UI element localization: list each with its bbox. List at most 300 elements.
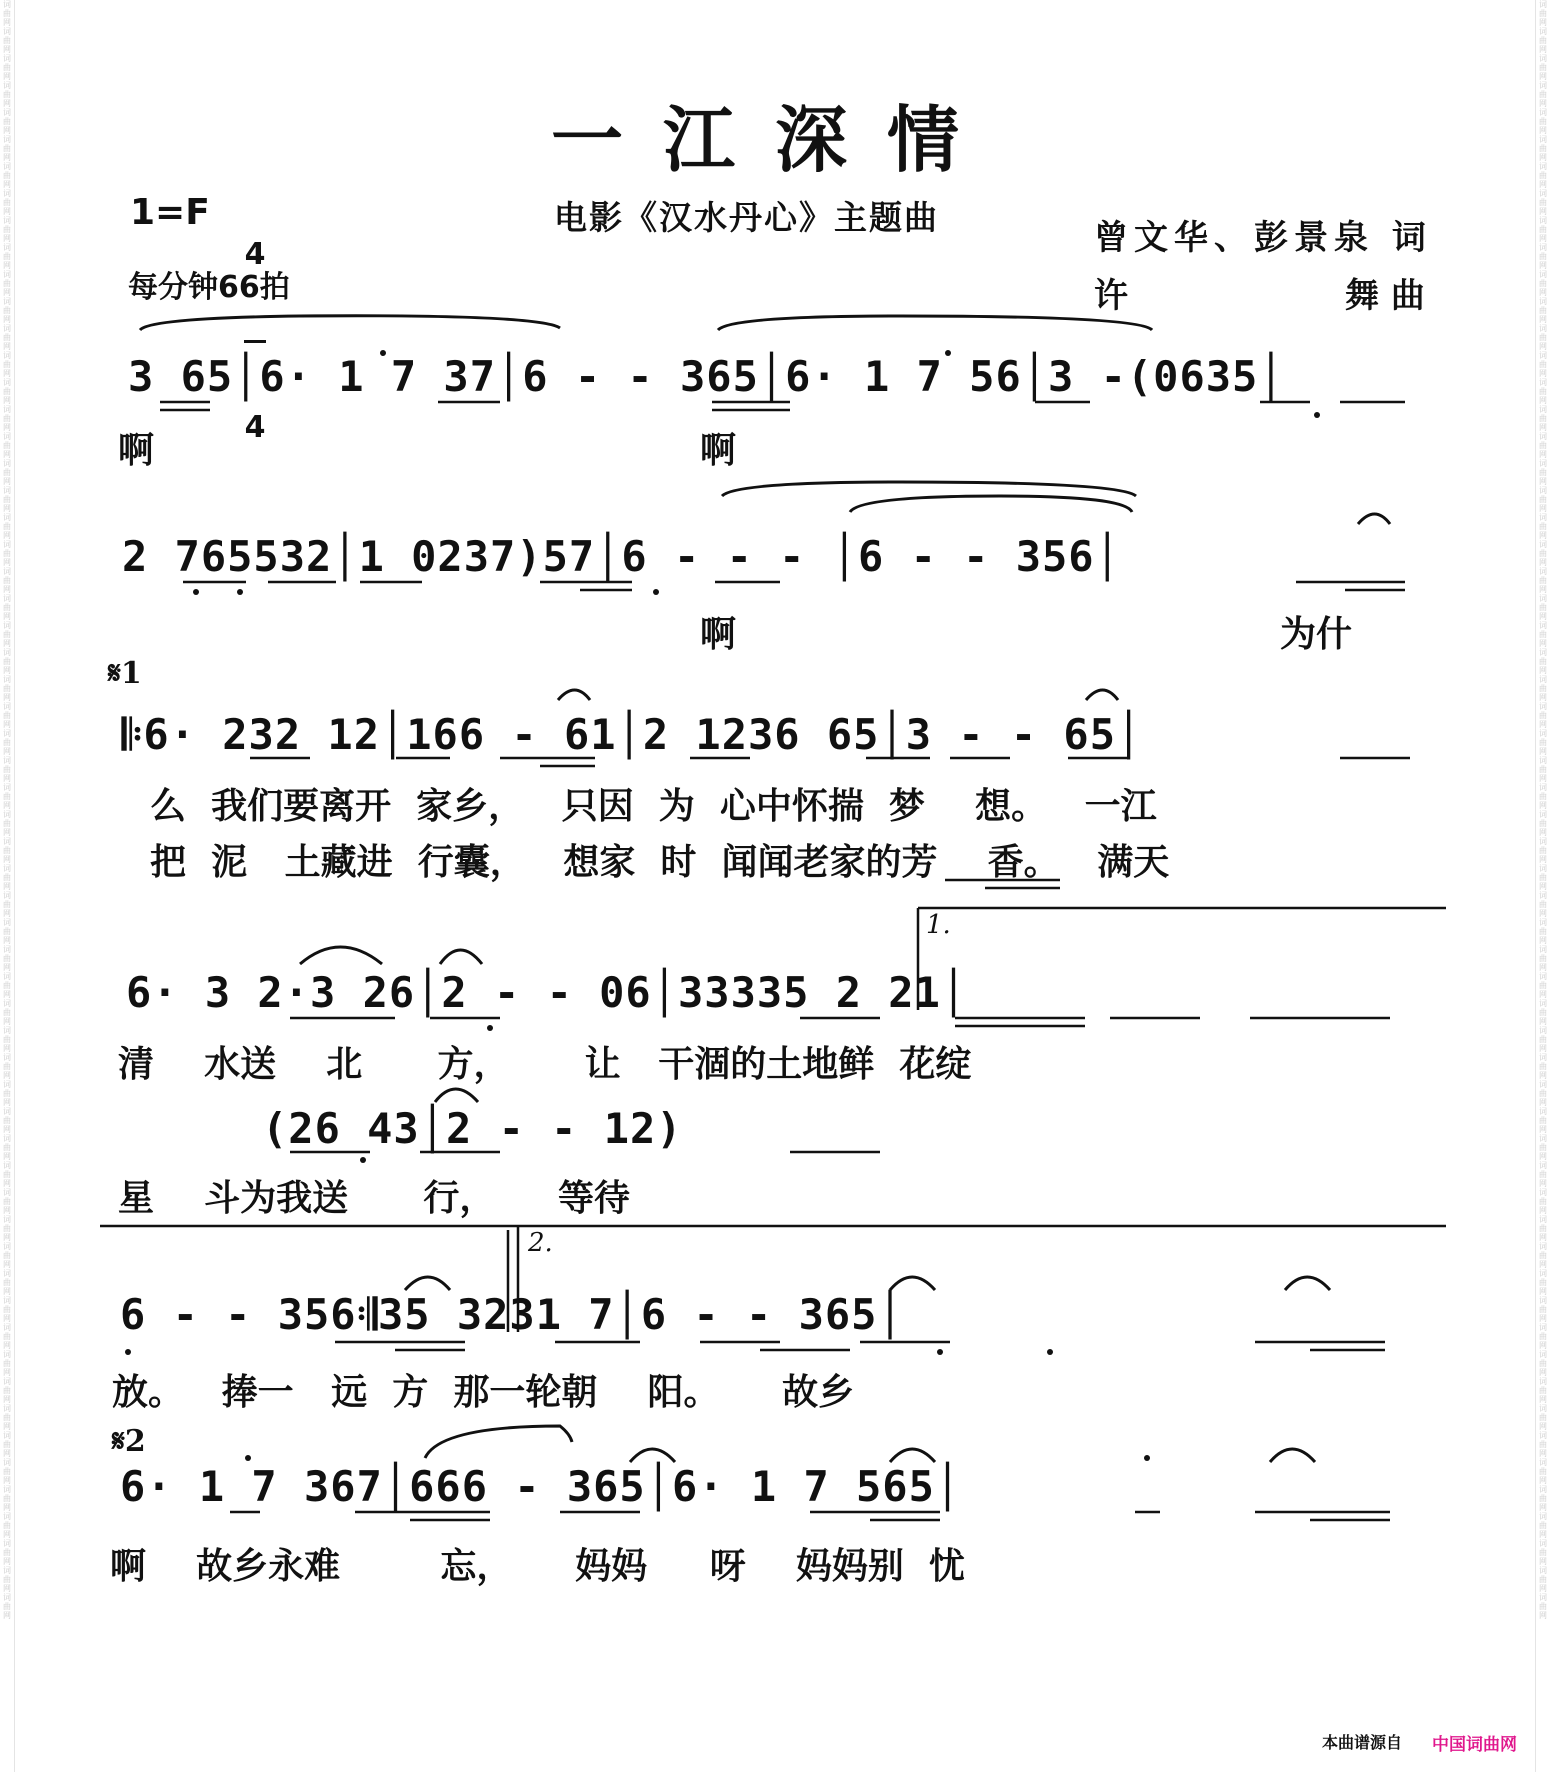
edge-watermark-char: 曲 (3, 630, 11, 639)
edge-watermark-char: 曲 (1539, 1521, 1547, 1530)
edge-watermark-char: 曲 (1539, 1332, 1547, 1341)
edge-watermark-char: 曲 (1539, 1440, 1547, 1449)
edge-watermark-char: 网 (1539, 1260, 1547, 1269)
edge-watermark-char: 网 (3, 18, 11, 27)
edge-watermark-char: 网 (1539, 990, 1547, 999)
notation-row-6: 6 - - 356𝄇35 3231 7│6 - - 365│ (120, 1290, 904, 1339)
edge-watermark-char: 曲 (3, 1116, 11, 1125)
edge-watermark-char: 网 (3, 126, 11, 135)
edge-watermark-char: 曲 (3, 846, 11, 855)
edge-watermark-char: 网 (3, 1368, 11, 1377)
edge-watermark-char: 曲 (1539, 1116, 1547, 1125)
edge-watermark-char: 网 (1539, 18, 1547, 27)
edge-watermark-char: 词 (1539, 297, 1547, 306)
edge-watermark-char: 网 (3, 585, 11, 594)
edge-watermark-char: 曲 (1539, 711, 1547, 720)
lyric-row-3-verse-2: 把 泥 土藏进 行囊， 想家 时 闻闻老家的芳 香。 满天 (150, 841, 1170, 883)
edge-watermark-char: 网 (3, 450, 11, 459)
footer-site-link[interactable]: 中国词曲网 (1432, 1735, 1517, 1755)
edge-watermark-char: 曲 (1539, 1035, 1547, 1044)
edge-watermark-char: 网 (3, 1071, 11, 1080)
edge-watermark-char: 词 (1539, 162, 1547, 171)
edge-watermark-char: 网 (1539, 558, 1547, 567)
edge-watermark-char: 曲 (3, 387, 11, 396)
edge-watermark-char: 词 (1539, 918, 1547, 927)
edge-watermark-char: 网 (1539, 504, 1547, 513)
edge-watermark-char: 曲 (3, 414, 11, 423)
edge-watermark-char: 网 (1539, 99, 1547, 108)
edge-watermark-char: 词 (1539, 1053, 1547, 1062)
edge-watermark-char: 网 (1539, 1584, 1547, 1593)
edge-watermark-char: 网 (3, 747, 11, 756)
edge-watermark-char: 曲 (3, 1413, 11, 1422)
edge-watermark-char: 曲 (1539, 36, 1547, 45)
edge-watermark-char: 词 (1539, 1188, 1547, 1197)
edge-watermark-char: 网 (3, 1449, 11, 1458)
time-signature-top: 4 (244, 237, 266, 272)
slur (630, 1449, 675, 1462)
edge-watermark-char: 网 (3, 693, 11, 702)
edge-watermark-char: 网 (1539, 1125, 1547, 1134)
edge-watermark-char: 曲 (3, 117, 11, 126)
edge-watermark-char: 词 (3, 1323, 11, 1332)
edge-watermark-char: 网 (3, 234, 11, 243)
edge-watermark-char: 网 (1539, 963, 1547, 972)
edge-watermark-char: 词 (3, 729, 11, 738)
edge-watermark-char: 网 (3, 1530, 11, 1539)
lyric-row-1b: 啊 (700, 429, 737, 471)
edge-watermark-char: 词 (3, 945, 11, 954)
edge-watermark-char: 曲 (1539, 1251, 1547, 1260)
edge-watermark-char: 词 (3, 675, 11, 684)
edge-watermark-char: 网 (1539, 288, 1547, 297)
edge-watermark-char: 词 (1539, 864, 1547, 873)
edge-watermark-char: 曲 (3, 954, 11, 963)
edge-watermark-char: 曲 (1539, 1386, 1547, 1395)
edge-watermark-char: 网 (1539, 693, 1547, 702)
edge-watermark-char: 词 (3, 1485, 11, 1494)
edge-watermark-char: 曲 (3, 1170, 11, 1179)
edge-watermark-char: 词 (3, 1080, 11, 1089)
edge-watermark-char: 网 (3, 1044, 11, 1053)
edge-watermark-char: 词 (3, 270, 11, 279)
edge-watermark-char: 曲 (3, 981, 11, 990)
edge-watermark-char: 曲 (3, 1332, 11, 1341)
edge-watermark-char: 词 (1539, 783, 1547, 792)
edge-watermark-char: 网 (1539, 477, 1547, 486)
edge-watermark-char: 曲 (1539, 441, 1547, 450)
edge-watermark-char: 网 (3, 1476, 11, 1485)
edge-watermark-char: 词 (1539, 108, 1547, 117)
edge-watermark-char: 曲 (1539, 846, 1547, 855)
edge-watermark-char: 词 (1539, 1593, 1547, 1602)
edge-watermark-char: 词 (1539, 945, 1547, 954)
edge-watermark-char: 曲 (1539, 873, 1547, 882)
edge-watermark-char: 曲 (3, 279, 11, 288)
edge-watermark-char: 网 (3, 1611, 11, 1620)
volta-1-label: 1. (926, 910, 951, 940)
edge-watermark-char: 网 (3, 180, 11, 189)
edge-watermark-char: 曲 (3, 63, 11, 72)
edge-watermark-char: 曲 (1539, 171, 1547, 180)
edge-watermark-char: 网 (3, 153, 11, 162)
slur (405, 1277, 450, 1290)
edge-watermark-char: 曲 (1539, 603, 1547, 612)
edge-watermark-char: 词 (1539, 1458, 1547, 1467)
edge-watermark-char: 曲 (1539, 981, 1547, 990)
edge-watermark-char: 曲 (3, 441, 11, 450)
slur (300, 947, 382, 964)
edge-watermark-char: 网 (3, 477, 11, 486)
edge-watermark-char: 网 (1539, 855, 1547, 864)
slur (1358, 514, 1390, 524)
edge-watermark-char: 网 (1539, 207, 1547, 216)
edge-watermark-char: 词 (3, 540, 11, 549)
lyricist-credit: 曾文华、彭景泉 词 (1094, 218, 1432, 258)
edge-watermark-char: 网 (1539, 1611, 1547, 1620)
edge-watermark-char: 曲 (3, 1062, 11, 1071)
edge-watermark-char: 词 (1539, 1134, 1547, 1143)
edge-watermark-char: 曲 (1539, 900, 1547, 909)
edge-watermark-char: 词 (1539, 1242, 1547, 1251)
edge-watermark-char: 网 (3, 612, 11, 621)
notation-row-3: 𝄆6· 232 12│166 - 61│2 1236 65│3 - - 65│ (122, 710, 1143, 759)
edge-watermark-char: 曲 (1539, 198, 1547, 207)
edge-watermark-char: 词 (3, 1215, 11, 1224)
edge-watermark-char: 词 (1539, 972, 1547, 981)
edge-watermark-char: 曲 (1539, 1413, 1547, 1422)
edge-watermark-char: 词 (1539, 459, 1547, 468)
edge-watermark-char: 曲 (3, 306, 11, 315)
edge-watermark-char: 曲 (3, 603, 11, 612)
edge-watermark-char: 词 (3, 108, 11, 117)
edge-watermark-char: 曲 (3, 360, 11, 369)
edge-watermark-char: 网 (1539, 639, 1547, 648)
lyric-row-4: 清 水送 北 方， 让 干涸的土地鲜 花绽 (118, 1043, 972, 1085)
slur (425, 1426, 572, 1458)
edge-watermark-char: 曲 (1539, 684, 1547, 693)
edge-watermark-char: 词 (1539, 1512, 1547, 1521)
edge-watermark-char: 网 (1539, 531, 1547, 540)
edge-watermark-char: 词 (1539, 837, 1547, 846)
edge-watermark-char: 词 (3, 405, 11, 414)
slur (890, 1277, 935, 1290)
edge-watermark-char: 词 (1539, 351, 1547, 360)
edge-watermark-char: 词 (1539, 513, 1547, 522)
edge-watermark-char: 曲 (3, 765, 11, 774)
edge-watermark-char: 词 (3, 1350, 11, 1359)
edge-watermark-char: 曲 (1539, 387, 1547, 396)
edge-watermark-char: 词 (3, 1269, 11, 1278)
edge-watermark-char: 词 (1539, 891, 1547, 900)
edge-watermark-char: 词 (1539, 81, 1547, 90)
edge-watermark-char: 词 (3, 243, 11, 252)
edge-watermark-char: 曲 (3, 333, 11, 342)
edge-watermark-char: 曲 (3, 144, 11, 153)
edge-watermark-char: 网 (1539, 720, 1547, 729)
edge-watermark-char: 曲 (3, 1575, 11, 1584)
edge-watermark-char: 词 (3, 54, 11, 63)
edge-watermark-char: 网 (1539, 1476, 1547, 1485)
edge-watermark-char: 网 (3, 774, 11, 783)
edge-watermark-char: 网 (3, 1098, 11, 1107)
edge-watermark-char: 曲 (1539, 522, 1547, 531)
edge-watermark-char: 曲 (1539, 279, 1547, 288)
tempo-marking: 每分钟66拍 (128, 270, 290, 305)
edge-watermark-char: 词 (1539, 135, 1547, 144)
edge-watermark-char: 词 (3, 999, 11, 1008)
edge-watermark-char: 曲 (1539, 1359, 1547, 1368)
edge-watermark-char: 词 (1539, 270, 1547, 279)
edge-watermark-char: 词 (1539, 567, 1547, 576)
edge-watermark-char: 曲 (3, 549, 11, 558)
edge-watermark-char: 曲 (3, 1548, 11, 1557)
edge-watermark-char: 网 (3, 1125, 11, 1134)
edge-watermark-char: 词 (1539, 1161, 1547, 1170)
edge-watermark-char: 网 (3, 1179, 11, 1188)
edge-watermark-char: 词 (3, 864, 11, 873)
edge-watermark-char: 曲 (1539, 1062, 1547, 1071)
slur (722, 482, 1136, 496)
edge-watermark-char: 词 (3, 0, 11, 9)
edge-watermark-char: 网 (3, 315, 11, 324)
edge-watermark-char: 词 (1539, 1377, 1547, 1386)
slur (890, 1449, 935, 1462)
key-signature: 1=F (130, 192, 210, 233)
edge-watermark-char: 词 (3, 594, 11, 603)
lyric-row-7: 啊 故乡永难 忘， 妈妈 呀 妈妈别 忧 (110, 1545, 965, 1587)
edge-watermark-char: 网 (1539, 1206, 1547, 1215)
edge-watermark-char: 词 (1539, 243, 1547, 252)
edge-watermark-char: 词 (1539, 540, 1547, 549)
edge-watermark-char: 词 (3, 891, 11, 900)
edge-watermark-char: 词 (1539, 675, 1547, 684)
edge-watermark-char: 曲 (1539, 1305, 1547, 1314)
edge-watermark-char: 词 (3, 1458, 11, 1467)
edge-watermark-char: 词 (3, 162, 11, 171)
edge-watermark-char: 网 (3, 963, 11, 972)
edge-watermark-char: 曲 (1539, 468, 1547, 477)
volta-2-label: 2. (528, 1228, 553, 1258)
edge-watermark-char: 网 (3, 801, 11, 810)
edge-watermark-char: 词 (1539, 27, 1547, 36)
edge-watermark-char: 网 (1539, 1287, 1547, 1296)
edge-watermark-char: 曲 (1539, 630, 1547, 639)
edge-watermark-char: 词 (3, 621, 11, 630)
edge-watermark-char: 曲 (1539, 1575, 1547, 1584)
edge-watermark-char: 网 (3, 369, 11, 378)
edge-watermark-char: 曲 (3, 711, 11, 720)
edge-watermark-char: 词 (3, 837, 11, 846)
edge-watermark-char: 曲 (3, 927, 11, 936)
edge-watermark-char: 网 (3, 1503, 11, 1512)
slur (440, 950, 482, 964)
edge-watermark-char: 词 (1539, 1323, 1547, 1332)
edge-watermark-char: 词 (1539, 189, 1547, 198)
edge-watermark-char: 曲 (3, 1143, 11, 1152)
edge-watermark-char: 词 (1539, 1269, 1547, 1278)
edge-watermark-char: 词 (3, 1242, 11, 1251)
lyric-row-2a: 啊 (700, 613, 737, 655)
edge-watermark-char: 词 (1539, 378, 1547, 387)
edge-watermark-char: 曲 (3, 900, 11, 909)
edge-watermark-char: 曲 (1539, 954, 1547, 963)
edge-watermark-char: 曲 (1539, 333, 1547, 342)
edge-watermark-char: 网 (1539, 180, 1547, 189)
edge-watermark-char: 词 (1539, 405, 1547, 414)
edge-watermark-char: 曲 (3, 1035, 11, 1044)
edge-watermark-char: 曲 (1539, 738, 1547, 747)
edge-watermark-char: 网 (1539, 1557, 1547, 1566)
edge-watermark-char: 曲 (1539, 792, 1547, 801)
edge-watermark-char: 词 (1539, 702, 1547, 711)
notation-row-4: 6· 3 2·3 26│2 - - 06│33335 2 21│ (126, 968, 968, 1017)
edge-watermark-char: 网 (1539, 828, 1547, 837)
edge-watermark-char: 网 (1539, 1233, 1547, 1242)
song-subtitle: 电影《汉水丹心》主题曲 (554, 198, 939, 237)
edge-watermark-char: 网 (3, 855, 11, 864)
composer-role: 舞 曲 (1345, 276, 1425, 316)
slur (558, 690, 590, 700)
edge-watermark-char: 词 (1539, 1080, 1547, 1089)
edge-watermark-char: 网 (1539, 450, 1547, 459)
edge-watermark-char: 词 (3, 567, 11, 576)
edge-watermark-char: 网 (3, 99, 11, 108)
edge-watermark-char: 曲 (3, 171, 11, 180)
edge-watermark-char: 网 (1539, 1044, 1547, 1053)
edge-watermark-char: 网 (3, 666, 11, 675)
segno-mark-2: 𝄋2 (112, 1424, 146, 1459)
lyric-row-6: 放。 捧一 远 方 那一轮朝 阳。 故乡 (112, 1371, 855, 1413)
edge-watermark-char: 曲 (3, 9, 11, 18)
edge-watermark-char: 曲 (1539, 495, 1547, 504)
edge-watermark-char: 词 (1539, 432, 1547, 441)
edge-watermark-char: 曲 (3, 225, 11, 234)
edge-watermark-char: 词 (3, 1296, 11, 1305)
edge-watermark-char: 网 (1539, 342, 1547, 351)
edge-watermark-char: 曲 (3, 198, 11, 207)
edge-watermark-char: 词 (3, 1566, 11, 1575)
edge-watermark-char: 曲 (3, 1224, 11, 1233)
edge-watermark-char: 网 (1539, 1341, 1547, 1350)
edge-watermark-char: 词 (3, 432, 11, 441)
edge-watermark-char: 曲 (3, 1440, 11, 1449)
edge-watermark-char: 网 (3, 261, 11, 270)
edge-watermark-char: 网 (3, 990, 11, 999)
edge-watermark-char: 网 (3, 639, 11, 648)
edge-watermark-char: 词 (3, 810, 11, 819)
edge-watermark-char: 曲 (1539, 576, 1547, 585)
edge-watermark-char: 曲 (3, 819, 11, 828)
edge-watermark-char: 曲 (1539, 360, 1547, 369)
edge-watermark-char: 网 (3, 288, 11, 297)
edge-watermark-char: 词 (1539, 1566, 1547, 1575)
lyric-row-1a: 啊 (118, 429, 155, 471)
edge-watermark-char: 曲 (3, 1305, 11, 1314)
edge-watermark-char: 曲 (1539, 252, 1547, 261)
edge-watermark-char: 曲 (3, 468, 11, 477)
edge-watermark-char: 曲 (3, 90, 11, 99)
edge-watermark-char: 词 (1539, 1026, 1547, 1035)
edge-watermark-char: 词 (1539, 1296, 1547, 1305)
edge-watermark-char: 网 (3, 423, 11, 432)
edge-watermark-char: 网 (3, 72, 11, 81)
edge-watermark-char: 网 (1539, 936, 1547, 945)
edge-watermark-char: 曲 (1539, 1494, 1547, 1503)
edge-watermark-char: 网 (3, 504, 11, 513)
edge-watermark-char: 网 (3, 1422, 11, 1431)
edge-watermark-char: 曲 (3, 1386, 11, 1395)
edge-watermark-char: 曲 (1539, 90, 1547, 99)
edge-watermark-char: 网 (1539, 1017, 1547, 1026)
edge-watermark-char: 词 (3, 1134, 11, 1143)
edge-watermark-char: 词 (1539, 621, 1547, 630)
edge-watermark-char: 网 (1539, 801, 1547, 810)
edge-watermark-char: 词 (1539, 0, 1547, 9)
edge-watermark-char: 词 (1539, 756, 1547, 765)
edge-watermark-char: 词 (3, 1404, 11, 1413)
notation-row-2: 2 765532│1 0237)57│6 - - - │6 - - 356│ (122, 532, 1121, 581)
edge-watermark-char: 网 (1539, 1071, 1547, 1080)
edge-watermark-char: 曲 (1539, 927, 1547, 936)
edge-watermark-char: 曲 (1539, 9, 1547, 18)
edge-watermark-char: 词 (1539, 324, 1547, 333)
edge-watermark-char: 曲 (3, 792, 11, 801)
edge-watermark-char: 网 (1539, 45, 1547, 54)
edge-watermark-char: 词 (3, 351, 11, 360)
edge-watermark-char: 曲 (1539, 1089, 1547, 1098)
edge-watermark-char: 曲 (1539, 1224, 1547, 1233)
edge-watermark-char: 词 (3, 1161, 11, 1170)
edge-watermark-char: 曲 (1539, 144, 1547, 153)
edge-watermark-char: 词 (1539, 1539, 1547, 1548)
edge-watermark-char: 曲 (1539, 63, 1547, 72)
edge-watermark-char: 词 (3, 783, 11, 792)
edge-watermark-char: 网 (1539, 1503, 1547, 1512)
edge-watermark-char: 曲 (3, 1602, 11, 1611)
edge-watermark-char: 曲 (3, 1521, 11, 1530)
slur (850, 496, 1132, 512)
edge-watermark-char: 网 (3, 882, 11, 891)
edge-watermark-char: 词 (3, 378, 11, 387)
edge-watermark-char: 词 (1539, 729, 1547, 738)
edge-watermark-char: 网 (3, 558, 11, 567)
edge-watermark-char: 网 (1539, 234, 1547, 243)
edge-watermark-char: 网 (1539, 315, 1547, 324)
edge-watermark-char: 曲 (1539, 414, 1547, 423)
edge-watermark-char: 曲 (3, 252, 11, 261)
edge-watermark-char: 曲 (3, 738, 11, 747)
edge-watermark-char: 词 (3, 918, 11, 927)
edge-watermark-char: 词 (3, 189, 11, 198)
edge-watermark-char: 曲 (3, 522, 11, 531)
edge-watermark-char: 曲 (1539, 1548, 1547, 1557)
edge-watermark-char: 曲 (1539, 306, 1547, 315)
edge-watermark-char: 词 (3, 648, 11, 657)
edge-watermark-char: 网 (1539, 585, 1547, 594)
edge-watermark-char: 词 (1539, 594, 1547, 603)
notation-row-1: 3 65│6· 1 7 37│6 - - 365│6· 1 7 56│3 -(0635│ (128, 352, 1285, 401)
edge-watermark-char: 曲 (3, 1008, 11, 1017)
edge-watermark-char: 词 (3, 1377, 11, 1386)
edge-watermark-char: 曲 (1539, 1197, 1547, 1206)
lyric-row-3-verse-1: 么 我们要离开 家乡， 只因 为 心中怀揣 梦 想。 一江 (150, 785, 1157, 827)
segno-mark-1: 𝄋1 (108, 656, 142, 691)
edge-watermark-char: 词 (3, 972, 11, 981)
edge-watermark-char: 词 (3, 1539, 11, 1548)
edge-watermark-char: 曲 (1539, 549, 1547, 558)
edge-watermark-char: 网 (3, 1584, 11, 1593)
